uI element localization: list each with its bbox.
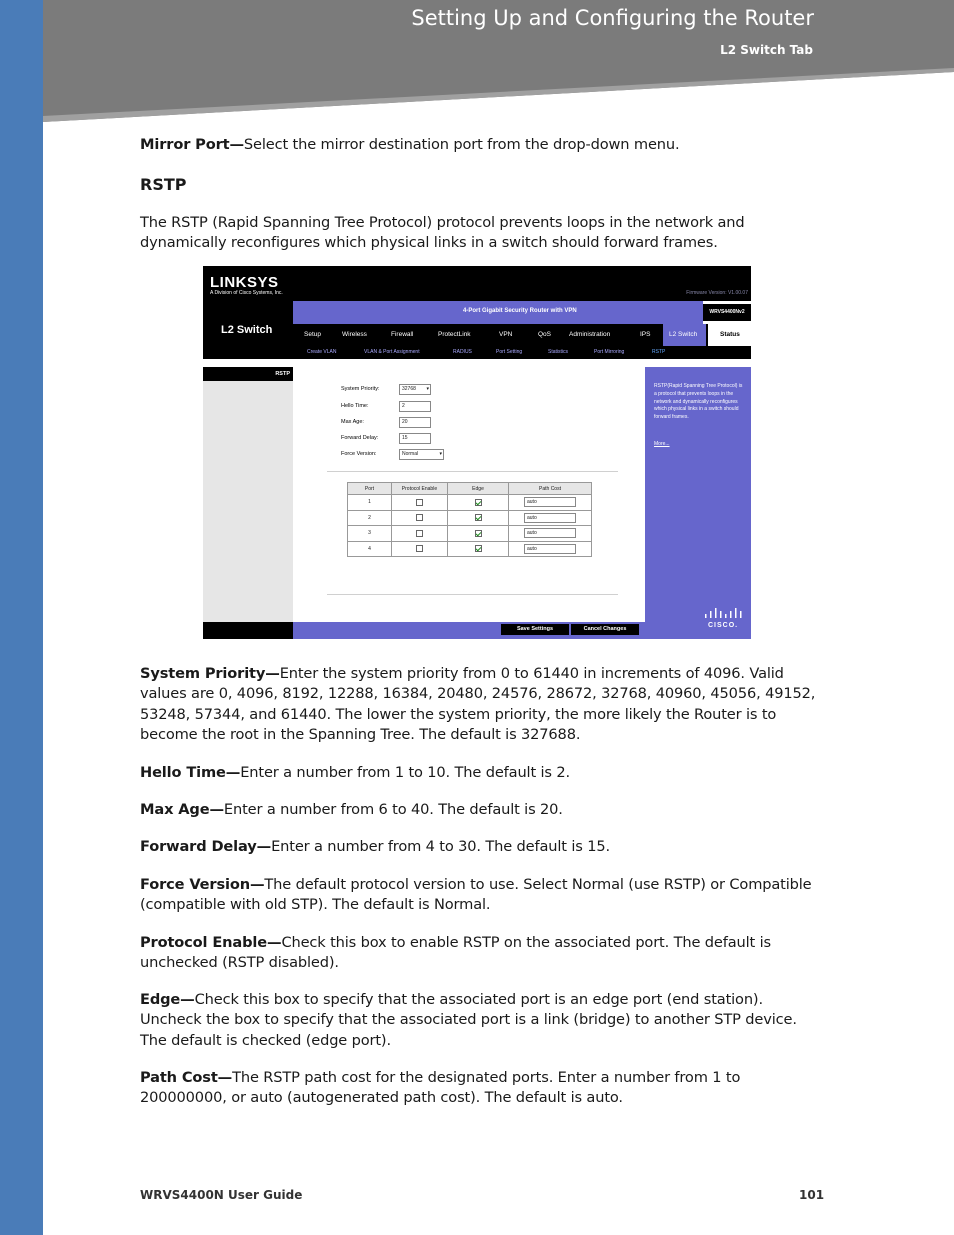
subtab-create-vlan[interactable]: Create VLAN <box>307 349 337 355</box>
port-table <box>347 482 592 557</box>
tab-firewall[interactable]: Firewall <box>391 331 414 338</box>
forward-delay-input[interactable]: 15 <box>399 433 431 444</box>
table-row: 4 auto <box>348 541 592 557</box>
section-title: L2 Switch <box>221 324 273 336</box>
subtab-port-setting[interactable]: Port Setting <box>496 349 523 355</box>
router-screenshot <box>203 266 751 639</box>
cancel-changes-button[interactable]: Cancel Changes <box>571 624 639 635</box>
system-priority-select[interactable]: 32768 ▾ <box>399 384 431 395</box>
protocol-enable-checkbox[interactable] <box>416 530 423 537</box>
table-row: 2 auto <box>348 510 592 526</box>
tab-setup[interactable]: Setup <box>304 331 321 338</box>
left-accent-bar <box>0 0 43 1235</box>
cisco-wordmark: CISCO. <box>708 622 739 629</box>
subtab-vlan-port-assignment[interactable]: VLAN & Port Assignment <box>364 349 420 355</box>
edge-paragraph: Edge—Check this box to specify that the associated port is an edge port (end station). Uncheck the box to specify that the associated port is a link (bridge) to another STP device. The default is checked (edge port). <box>140 991 797 1049</box>
hello-time-input[interactable]: 2 <box>399 401 431 412</box>
edge-checkbox[interactable] <box>475 545 482 552</box>
tab-qos[interactable]: QoS <box>538 331 552 338</box>
path-cost-input[interactable]: auto <box>524 497 576 507</box>
subtab-radius[interactable]: RADIUS <box>453 349 472 355</box>
header-subtitle: L2 Switch Tab <box>720 43 813 57</box>
table-row: 1 auto <box>348 495 592 511</box>
save-settings-button[interactable]: Save Settings <box>501 624 569 635</box>
model-badge: WRVS4400Nv2 <box>703 304 751 321</box>
max-age-paragraph: Max Age—Enter a number from 6 to 40. The default is 20. <box>140 801 563 818</box>
help-text: RSTP(Rapid Spanning Tree Protocol) is a protocol that prevents loops in the network and dynamically reconfigures which physical links in a switch should forward frames. <box>654 383 743 421</box>
subtab-rstp[interactable]: RSTP <box>652 349 666 355</box>
mirror-port-paragraph: Mirror Port—Select the mirror destination port from the drop-down menu. <box>140 136 680 153</box>
intro-paragraph: The RSTP (Rapid Spanning Tree Protocol) protocol prevents loops in the network and dynamically reconfigures which physical links in a switch should forward frames. <box>140 214 745 252</box>
protocol-enable-checkbox[interactable] <box>416 545 423 552</box>
path-cost-input[interactable]: auto <box>524 513 576 523</box>
chevron-down-icon: ▾ <box>439 451 442 457</box>
edge-checkbox[interactable] <box>475 499 482 506</box>
tab-l2-switch[interactable]: L2 Switch <box>669 331 698 338</box>
footer-page-number: 101 <box>799 1188 825 1202</box>
path-cost-input[interactable]: auto <box>524 544 576 554</box>
max-age-input[interactable]: 20 <box>399 417 431 428</box>
protocol-enable-checkbox[interactable] <box>416 499 423 506</box>
tab-ips[interactable]: IPS <box>640 331 651 338</box>
section-heading: RSTP <box>140 175 187 194</box>
hello-time-paragraph: Hello Time—Enter a number from 1 to 10. The default is 2. <box>140 764 570 781</box>
table-header-row: Port Protocol Enable Edge Path Cost <box>348 483 592 495</box>
force-version-paragraph: Force Version—The default protocol version to use. Select Normal (use RSTP) or Compatible (compatible with old STP). The default is Normal. <box>140 876 812 914</box>
table-row: 3 auto <box>348 526 592 542</box>
tab-administration[interactable]: Administration <box>569 331 611 338</box>
system-priority-paragraph: System Priority—Enter the system priority from 0 to 61440 in increments of 4096. Valid values are 0, 4096, 8192, 12288, 16384, 20480, 24576, 28672, 32768, 40960, 45056, 49152, 53248, 57344, and 61440. The lower the system priority, the more likely the Router is to become the root in the Spanning Tree. The default is 327688. <box>140 665 816 743</box>
sidebar-label: RSTP <box>203 367 293 381</box>
path-cost-paragraph: Path Cost—The RSTP path cost for the designated ports. Enter a number from 1 to 200000000, or auto (autogenerated path cost). The default is auto. <box>140 1069 741 1107</box>
chevron-down-icon: ▾ <box>426 386 429 392</box>
product-name: 4-Port Gigabit Security Router with VPN <box>463 308 577 314</box>
help-more-link[interactable]: More... <box>654 441 670 447</box>
tab-protectlink[interactable]: ProtectLink <box>438 331 471 338</box>
tab-wireless[interactable]: Wireless <box>342 331 367 338</box>
edge-checkbox[interactable] <box>475 530 482 537</box>
logo-subtitle: A Division of Cisco Systems, Inc. <box>210 290 283 296</box>
force-version-select[interactable]: Normal ▾ <box>399 449 444 460</box>
tab-vpn[interactable]: VPN <box>499 331 513 338</box>
force-version-label: Force Version: <box>341 451 377 457</box>
firmware-version: Firmware Version: V1.00.07 <box>686 290 748 296</box>
path-cost-input[interactable]: auto <box>524 528 576 538</box>
protocol-enable-checkbox[interactable] <box>416 514 423 521</box>
max-age-label: Max Age: <box>341 419 364 425</box>
footer-guide-name: WRVS4400N User Guide <box>140 1188 303 1202</box>
cisco-logo-icon <box>703 608 743 620</box>
hello-time-label: Hello Time: <box>341 403 369 409</box>
linksys-logo: LINKSYS <box>210 274 279 291</box>
forward-delay-paragraph: Forward Delay—Enter a number from 4 to 30. The default is 15. <box>140 838 610 855</box>
divider <box>327 471 618 472</box>
system-priority-label: System Priority: <box>341 386 380 392</box>
divider <box>327 594 618 595</box>
subtab-statistics[interactable]: Statistics <box>548 349 569 355</box>
header-title: Setting Up and Configuring the Router <box>411 6 814 30</box>
protocol-enable-paragraph: Protocol Enable—Check this box to enable RSTP on the associated port. The default is unchecked (RSTP disabled). <box>140 934 771 972</box>
subtab-port-mirroring[interactable]: Port Mirroring <box>594 349 625 355</box>
tab-status[interactable]: Status <box>720 331 740 338</box>
forward-delay-label: Forward Delay: <box>341 435 379 441</box>
edge-checkbox[interactable] <box>475 514 482 521</box>
